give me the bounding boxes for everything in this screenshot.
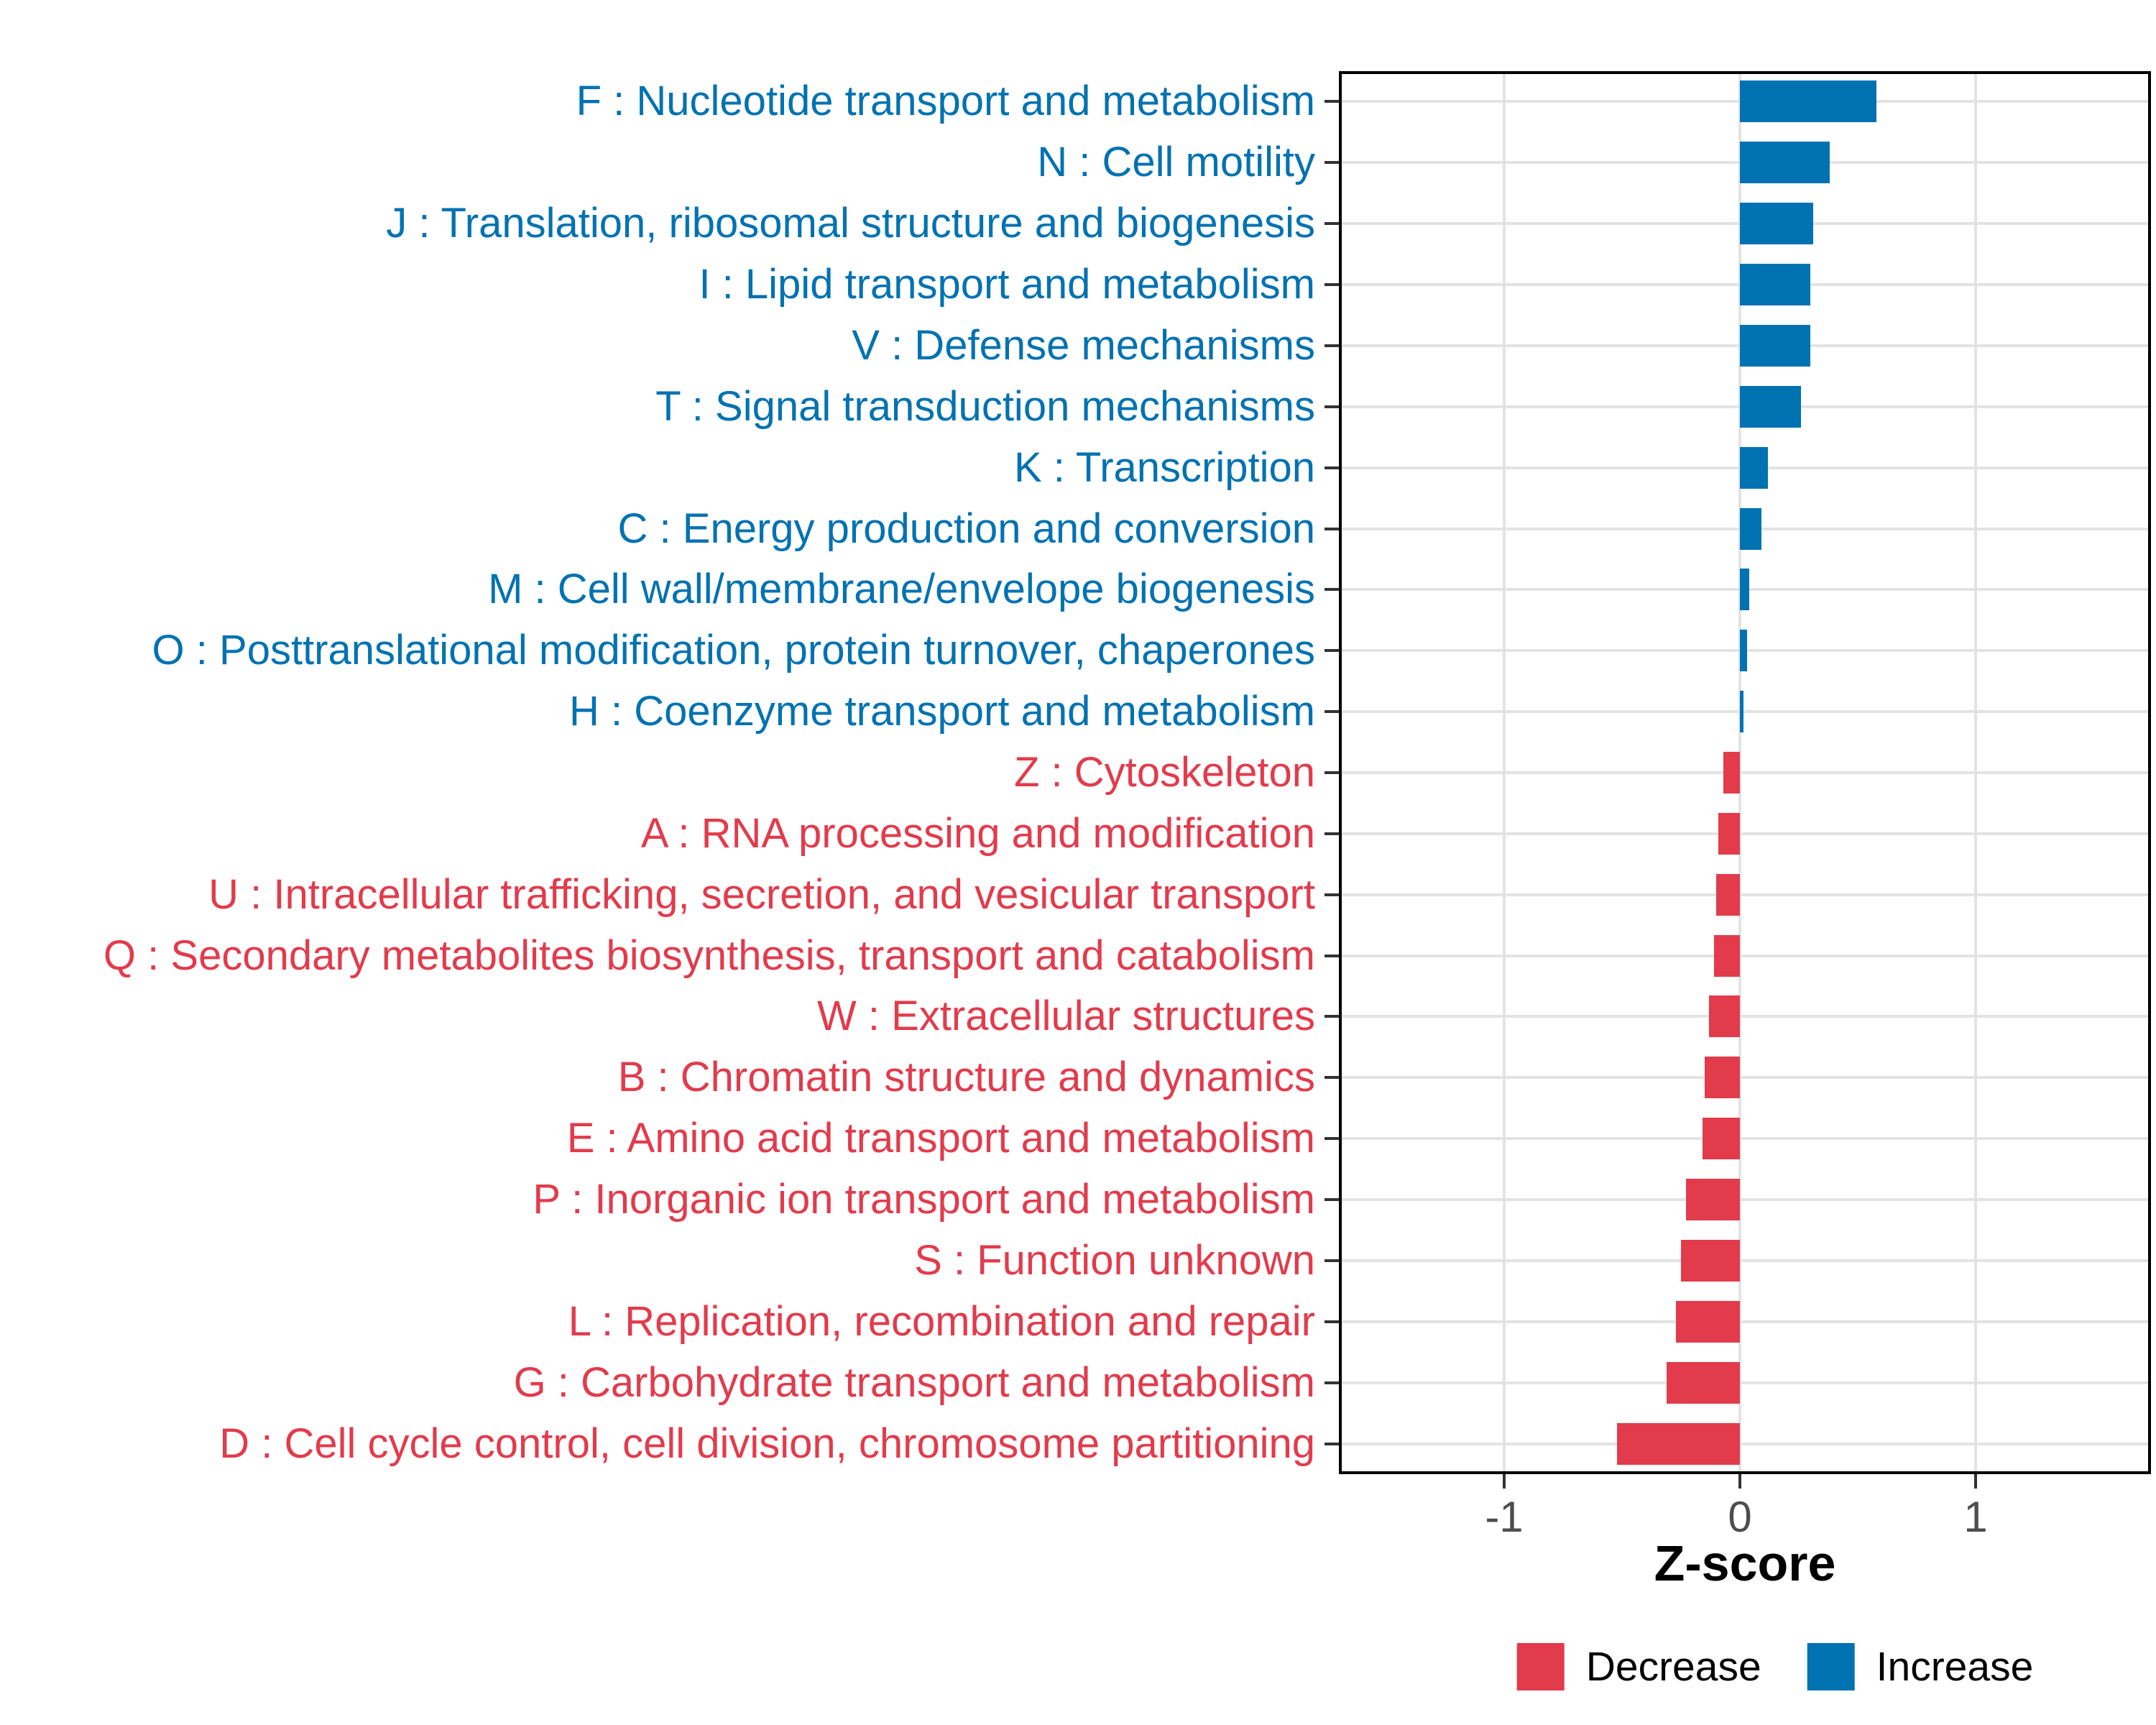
category-label: B : Chromatin structure and dynamics xyxy=(617,1054,1315,1101)
legend xyxy=(1517,1643,2034,1690)
gridline-horizontal xyxy=(1339,893,2151,896)
category-label: E : Amino acid transport and metabolism xyxy=(566,1115,1315,1162)
gridline-horizontal xyxy=(1339,1137,2151,1140)
bar-H xyxy=(1740,691,1743,732)
gridline-horizontal xyxy=(1339,1198,2151,1201)
x-axis-tick xyxy=(1738,1474,1741,1489)
y-axis-tick xyxy=(1325,344,1339,347)
y-axis-tick xyxy=(1325,710,1339,713)
y-axis-tick xyxy=(1325,100,1339,103)
category-label: K : Transcription xyxy=(1013,443,1315,491)
y-axis-tick xyxy=(1325,283,1339,286)
bar-E xyxy=(1703,1118,1740,1159)
bar-W xyxy=(1709,995,1740,1037)
category-label: S : Function unknown xyxy=(914,1236,1315,1284)
y-axis-tick xyxy=(1325,1137,1339,1140)
bar-L xyxy=(1676,1301,1740,1343)
bar-I xyxy=(1740,264,1810,305)
y-axis-tick xyxy=(1325,1198,1339,1201)
category-label: C : Energy production and conversion xyxy=(617,505,1315,552)
x-tick-label: 0 xyxy=(1728,1493,1752,1541)
legend-label-increase: Increase xyxy=(1876,1643,2034,1690)
category-label: N : Cell motility xyxy=(1037,139,1315,186)
plot-panel xyxy=(1339,71,2151,1474)
x-tick-label: -1 xyxy=(1485,1493,1524,1541)
y-axis-tick xyxy=(1325,771,1339,774)
gridline-horizontal xyxy=(1339,1015,2151,1018)
y-axis-tick xyxy=(1325,893,1339,896)
category-label: M : Cell wall/membrane/envelope biogenesis xyxy=(488,566,1315,613)
category-label: Q : Secondary metabolites biosynthesis, transport and catabolism xyxy=(103,932,1315,979)
category-label: T : Signal transduction mechanisms xyxy=(655,382,1315,430)
gridline-horizontal xyxy=(1339,771,2151,774)
y-axis-tick xyxy=(1325,1076,1339,1079)
bar-T xyxy=(1740,386,1801,428)
bar-N xyxy=(1740,142,1830,183)
category-label: D : Cell cycle control, cell division, chromosome partitioning xyxy=(219,1420,1315,1467)
y-axis-tick xyxy=(1325,466,1339,469)
gridline-horizontal xyxy=(1339,1076,2151,1079)
gridline-horizontal xyxy=(1339,832,2151,835)
category-label: W : Extracellular structures xyxy=(817,993,1315,1040)
gridline-horizontal xyxy=(1339,1381,2151,1384)
bar-P xyxy=(1686,1179,1740,1220)
bar-U xyxy=(1716,874,1740,916)
category-label: J : Translation, ribosomal structure and biogenesis xyxy=(386,200,1315,247)
bar-S xyxy=(1681,1240,1740,1282)
y-axis-tick xyxy=(1325,832,1339,835)
category-label: U : Intracellular trafficking, secretion, and vesicular transport xyxy=(208,870,1315,918)
y-axis-tick xyxy=(1325,954,1339,957)
bar-C xyxy=(1740,508,1761,550)
y-axis-tick xyxy=(1325,1443,1339,1445)
x-axis-title: Z-score xyxy=(1654,1535,1836,1591)
y-axis-tick xyxy=(1325,528,1339,530)
bar-Q xyxy=(1714,935,1740,977)
category-label: H : Coenzyme transport and metabolism xyxy=(569,688,1315,735)
category-label: L : Replication, recombination and repair xyxy=(568,1297,1315,1345)
y-axis-tick xyxy=(1325,588,1339,591)
x-axis-tick xyxy=(1974,1474,1977,1489)
bar-A xyxy=(1718,813,1740,855)
bar-O xyxy=(1740,630,1747,671)
gridline-vertical xyxy=(1503,71,1506,1474)
bar-V xyxy=(1740,325,1810,367)
category-label: V : Defense mechanisms xyxy=(852,321,1315,369)
legend-label-decrease: Decrease xyxy=(1585,1643,1761,1690)
bar-J xyxy=(1740,203,1813,244)
category-label: I : Lipid transport and metabolism xyxy=(699,261,1315,308)
gridline-horizontal xyxy=(1339,1443,2151,1445)
x-tick-label: 1 xyxy=(1963,1493,1988,1541)
legend-key-decrease-swatch xyxy=(1517,1643,1565,1690)
category-label: O : Posttranslational modification, protein turnover, chaperones xyxy=(152,627,1315,674)
bar-K xyxy=(1740,447,1768,489)
y-axis-tick xyxy=(1325,1259,1339,1262)
legend-item-decrease xyxy=(1517,1643,1761,1690)
y-axis-tick xyxy=(1325,1320,1339,1323)
legend-key-increase-swatch xyxy=(1807,1643,1855,1690)
x-axis-tick xyxy=(1503,1474,1506,1489)
y-axis-tick xyxy=(1325,405,1339,408)
y-axis-tick xyxy=(1325,1381,1339,1384)
category-label: G : Carbohydrate transport and metabolism xyxy=(513,1358,1315,1406)
y-axis-tick xyxy=(1325,649,1339,652)
category-label: P : Inorganic ion transport and metabolism xyxy=(533,1176,1315,1223)
legend-item-increase xyxy=(1807,1643,2034,1690)
category-label: Z : Cytoskeleton xyxy=(1013,749,1315,796)
bar-M xyxy=(1740,569,1749,610)
bar-B xyxy=(1705,1057,1740,1098)
bar-G xyxy=(1667,1362,1740,1404)
gridline-horizontal xyxy=(1339,1320,2151,1323)
gridline-horizontal xyxy=(1339,1259,2151,1262)
category-label: A : RNA processing and modification xyxy=(640,809,1315,857)
gridline-vertical xyxy=(1974,71,1977,1474)
bar-Z xyxy=(1723,752,1740,794)
gridline-horizontal xyxy=(1339,710,2151,713)
category-label: F : Nucleotide transport and metabolism xyxy=(576,78,1315,125)
y-axis-tick xyxy=(1325,222,1339,225)
bar-F xyxy=(1740,80,1876,122)
y-axis-tick xyxy=(1325,1015,1339,1018)
gridline-horizontal xyxy=(1339,954,2151,957)
y-axis-tick xyxy=(1325,161,1339,164)
bar-D xyxy=(1617,1423,1740,1465)
